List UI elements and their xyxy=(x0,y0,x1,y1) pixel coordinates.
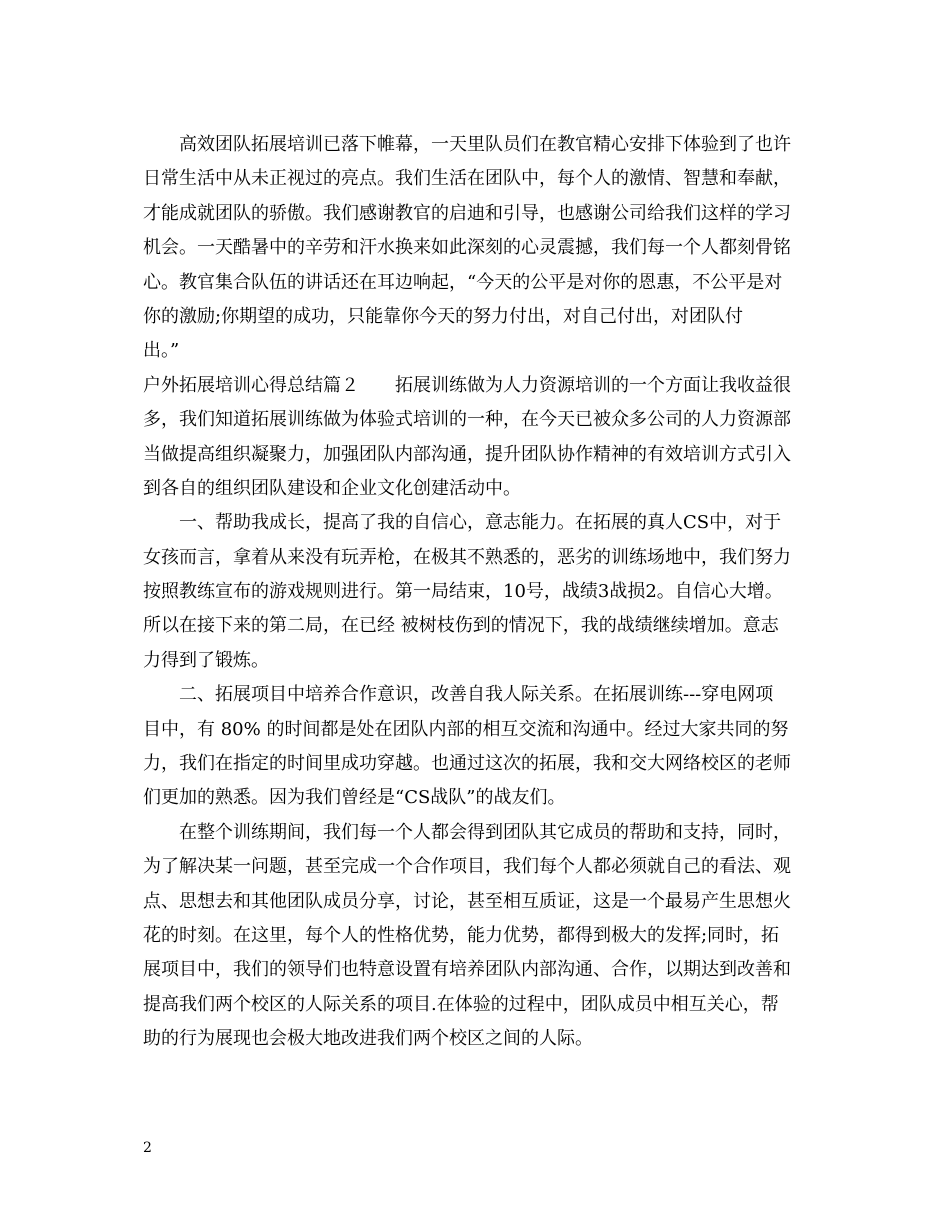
paragraph xyxy=(143,506,811,678)
paragraph xyxy=(143,678,811,816)
text-line: 日常生活中从未正视过的亮点。我们生活在团队中，每个人的激情、智慧和奉献， xyxy=(143,168,791,190)
text-line: 二、拓展项目中培养合作意识，改善自我人际关系。在拓展训练---穿电网项 xyxy=(179,684,774,706)
text-line: 你的激励;你期望的成功，只能靠你今天的努力付出，对自己付出，对团队付 xyxy=(143,305,744,327)
text-line: 力，我们在指定的时间里成功穿越。也通过这次的拓展，我和交大网络校区的老师 xyxy=(143,753,791,775)
text-line: 才能成就团队的骄傲。我们感谢教官的启迪和引导，也感谢公司给我们这样的学习 xyxy=(143,202,791,224)
text-line: 点、思想去和其他团队成员分享，讨论，甚至相互质证，这是一个最易产生思想火 xyxy=(143,890,791,912)
text-line: 当做提高组织凝聚力，加强团队内部沟通，提升团队协作精神的有效培训方式引入 xyxy=(143,443,791,465)
text-line: 心。教官集合队伍的讲话还在耳边响起，“今天的公平是对你的恩惠，不公平是对 xyxy=(143,271,783,293)
text-line: 高效团队拓展培训已落下帷幕，一天里队员们在教官精心安排下体验到了也许 xyxy=(179,134,791,155)
text-line: 到各自的组织团队建设和企业文化创建活动中。 xyxy=(143,477,521,499)
text-line: 力得到了锻炼。 xyxy=(143,649,269,671)
text-line: 多，我们知道拓展训练做为体验式培训的一种，在今天已被众多公司的人力资源部 xyxy=(143,409,791,431)
text-line: 按照教练宣布的游戏规则进行。第一局结束，10号，战绩3战损2。自信心大增。 xyxy=(143,581,783,603)
text-line: 为了解决某一问题，甚至完成一个合作项目，我们每个人都必须就自己的看法、观 xyxy=(143,856,791,878)
text-line: 提高我们两个校区的人际关系的项目.在体验的过程中，团队成员中相互关心，帮 xyxy=(143,993,779,1015)
text-line: 女孩而言，拿着从来没有玩弄枪，在极其不熟悉的，恶劣的训练场地中，我们努力 xyxy=(143,546,791,568)
text-line: 花的时刻。在这里，每个人的性格优势，能力优势，都得到极大的发挥;同时，拓 xyxy=(143,924,780,946)
text-line: 们更加的熟悉。因为我们曾经是“CS战队”的战友们。 xyxy=(143,787,566,809)
text-line: 在整个训练期间，我们每一个人都会得到团队其它成员的帮助和支持，同时， xyxy=(179,821,791,843)
text-line: 一、帮助我成长，提高了我的自信心，意志能力。在拓展的真人CS中，对于 xyxy=(179,512,782,534)
text-line: 助的行为展现也会极大地改进我们两个校区之间的人际。 xyxy=(143,1028,593,1050)
document-body xyxy=(143,128,811,1057)
text-line: 户外拓展培训心得总结篇２ 拓展训练做为人力资源培训的一个方面让我收益很 xyxy=(143,374,791,396)
paragraph xyxy=(143,128,811,369)
text-line: 展项目中，我们的领导们也特意设置有培养团队内部沟通、合作，以期达到改善和 xyxy=(143,959,791,981)
text-line: 目中，有 80% 的时间都是处在团队内部的相互交流和沟通中。经过大家共同的努 xyxy=(143,718,789,740)
paragraph xyxy=(143,816,811,1057)
text-line: 所以在接下来的第二局，在已经 被树枝伤到的情况下，我的战绩继续增加。意志 xyxy=(143,615,779,637)
text-line: 机会。一天酷暑中的辛劳和汗水换来如此深刻的心灵震撼，我们每一个人都刻骨铭 xyxy=(143,237,791,259)
paragraph xyxy=(143,369,811,507)
page-number: 2 xyxy=(143,1140,152,1156)
text-line: 出。” xyxy=(143,340,180,362)
